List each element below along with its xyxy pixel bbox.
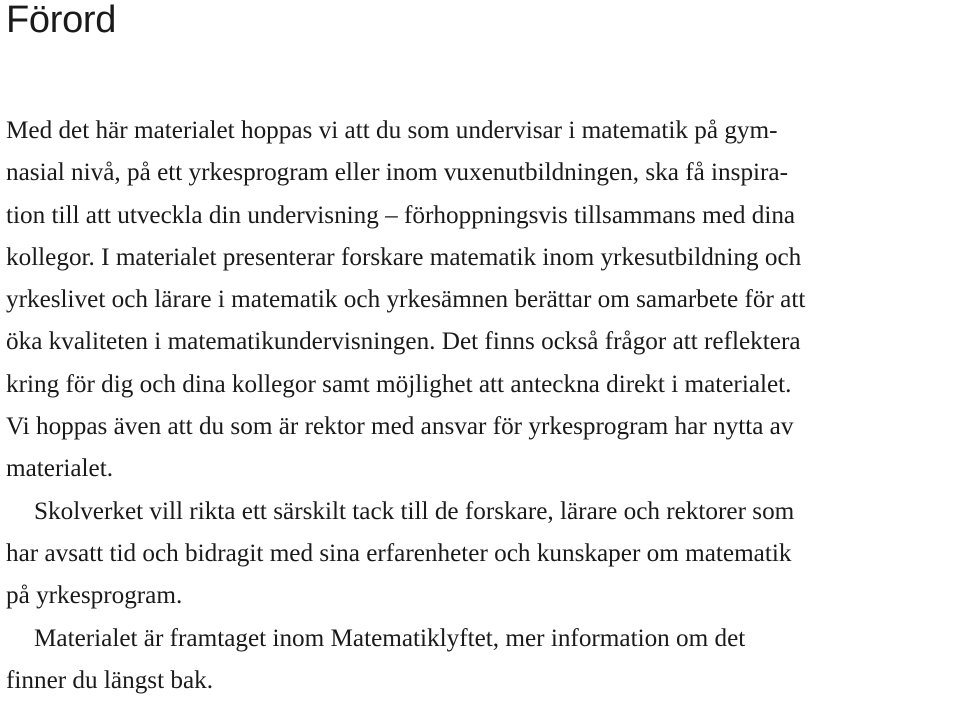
text-line: Med det här materialet hoppas vi att du som undervisar i matematik på gym-: [6, 117, 778, 144]
text-line: kollegor. I materialet presenterar forskare matematik inom yrkesutbildning och: [6, 243, 802, 271]
page-title: Förord: [6, 0, 117, 41]
text-line: tion till att utveckla din undervisning – förhoppningsvis tillsammans med dina: [6, 201, 796, 229]
text-line: på yrkesprogram.: [6, 582, 183, 610]
paragraph-thanks: [6, 491, 960, 618]
text-line: Skolverket vill rikta ett särskilt tack till de forskare, lärare och rektorer som: [34, 497, 795, 525]
paragraph-info: [6, 618, 960, 702]
paragraph-intro: [6, 110, 960, 491]
text-line: materialet.: [6, 455, 113, 483]
text-line: har avsatt tid och bidragit med sina erfarenheter och kunskaper om matematik: [6, 539, 792, 567]
text-line: finner du längst bak.: [6, 666, 214, 694]
text-line: Vi hoppas även att du som är rektor med ansvar för yrkesprogram har nytta av: [6, 413, 794, 441]
text-line: nasial nivå, på ett yrkesprogram eller inom vuxenutbildningen, ska få inspira-: [6, 159, 788, 187]
text-line: kring för dig och dina kollegor samt möjlighet att anteckna direkt i materialet.: [6, 370, 792, 398]
text-line: öka kvaliteten i matematikundervisningen. Det finns också frågor att reflektera: [6, 328, 801, 356]
text-line: Materialet är framtaget inom Matematiklyftet, mer information om det: [34, 624, 746, 652]
text-line: yrkeslivet och lärare i matematik och yrkesämnen berättar om samarbete för att: [6, 286, 806, 314]
body-text: [6, 110, 960, 702]
